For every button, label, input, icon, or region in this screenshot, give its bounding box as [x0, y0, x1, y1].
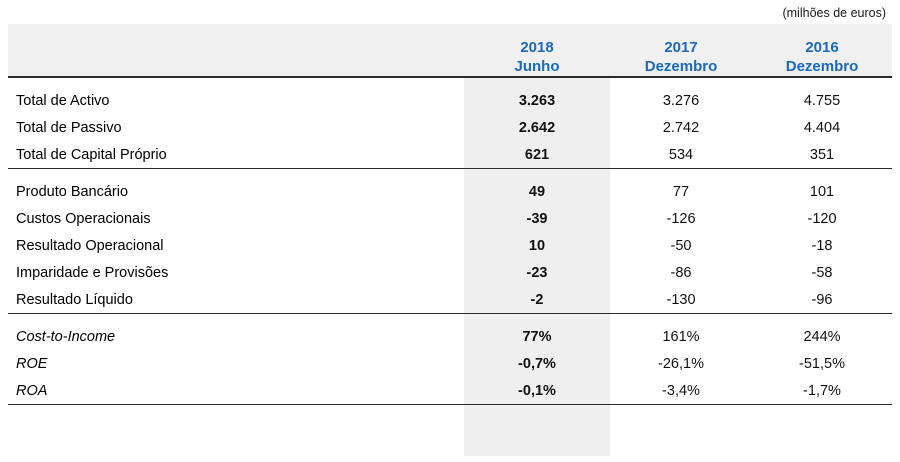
- header-col-1: [464, 24, 610, 77]
- row-label: Total de Activo: [16, 92, 110, 109]
- row-value-2016: 244%: [803, 328, 841, 345]
- rule-cell: [610, 405, 752, 412]
- rule-cell: [610, 77, 752, 87]
- row-value-2018: -23: [526, 264, 548, 281]
- table-row: [8, 205, 892, 232]
- row-value-2016: -58: [811, 264, 833, 281]
- rule-cell: [8, 77, 464, 87]
- rule-cell: [8, 169, 464, 179]
- row-value-2016: -96: [811, 291, 833, 308]
- row-value-2016: -18: [811, 237, 833, 254]
- header-col-3-year: 2016: [805, 39, 839, 56]
- table-row: [8, 377, 892, 405]
- row-value-2016: 4.404: [803, 119, 841, 136]
- row-label: Produto Bancário: [16, 183, 129, 200]
- row-label: ROA: [16, 382, 48, 399]
- row-value-2017: -50: [670, 237, 692, 254]
- rule-cell: [464, 77, 610, 87]
- header-col-2: [610, 24, 752, 77]
- table-row: [8, 323, 892, 350]
- table-row: [8, 178, 892, 205]
- row-value-2017: 161%: [662, 328, 700, 345]
- row-label: Total de Capital Próprio: [16, 146, 167, 163]
- row-value-2016: 351: [809, 146, 835, 163]
- rule-cell: [752, 77, 892, 87]
- row-value-2018: 3.263: [518, 92, 556, 109]
- table-header: [8, 24, 892, 77]
- header-col-1-year: 2018: [520, 39, 554, 56]
- row-label: Resultado Operacional: [16, 237, 164, 254]
- row-label: Custos Operacionais: [16, 210, 151, 227]
- table-body: [8, 77, 892, 411]
- row-value-2018: 10: [528, 237, 546, 254]
- units-note: (milhões de euros): [782, 6, 886, 20]
- header-col-3: [752, 24, 892, 77]
- table-row: [8, 114, 892, 141]
- row-value-2018: -39: [526, 210, 548, 227]
- row-label: ROE: [16, 355, 48, 372]
- row-value-2018: 2.642: [518, 119, 556, 136]
- rule-cell: [464, 169, 610, 179]
- rule-cell: [610, 169, 752, 179]
- row-label: Total de Passivo: [16, 119, 122, 136]
- row-value-2016: 101: [809, 183, 835, 200]
- table-row: [8, 232, 892, 259]
- rule-cell: [464, 314, 610, 324]
- rule-cell: [752, 314, 892, 324]
- row-value-2018: -0,7%: [518, 355, 556, 372]
- header-col-1-month: Junho: [514, 58, 560, 75]
- row-value-2017: 3.276: [662, 92, 700, 109]
- row-value-2018: 77%: [522, 328, 552, 345]
- rule-cell: [752, 169, 892, 179]
- header-blank-cell: [8, 24, 464, 77]
- row-value-2016: -51,5%: [799, 355, 845, 372]
- table-bottom-rule: [8, 405, 892, 412]
- section-divider: [8, 169, 892, 179]
- section-rule-top: [8, 77, 892, 87]
- row-value-2018: 621: [524, 146, 550, 163]
- header-col-2-year: 2017: [664, 39, 698, 56]
- row-value-2017: -130: [666, 291, 696, 308]
- row-label: Cost-to-Income: [16, 328, 116, 345]
- rule-cell: [8, 405, 464, 412]
- row-value-2016: -1,7%: [803, 382, 841, 399]
- financials-table: [8, 24, 892, 411]
- row-value-2016: 4.755: [803, 92, 841, 109]
- table-row: [8, 87, 892, 114]
- rule-cell: [610, 314, 752, 324]
- header-col-2-month: Dezembro: [644, 58, 718, 75]
- row-value-2017: 534: [668, 146, 694, 163]
- rule-cell: [464, 405, 610, 412]
- row-value-2017: -86: [670, 264, 692, 281]
- row-value-2018: -0,1%: [518, 382, 556, 399]
- row-label: Imparidade e Provisões: [16, 264, 169, 281]
- table-row: [8, 350, 892, 377]
- rule-cell: [8, 314, 464, 324]
- row-value-2017: -3,4%: [662, 382, 700, 399]
- table-row: [8, 259, 892, 286]
- row-value-2016: -120: [807, 210, 837, 227]
- rule-cell: [752, 405, 892, 412]
- header-col-3-month: Dezembro: [785, 58, 859, 75]
- row-value-2018: -2: [530, 291, 544, 308]
- row-value-2018: 49: [528, 183, 546, 200]
- table-row: [8, 141, 892, 169]
- row-label: Resultado Líquido: [16, 291, 133, 308]
- row-value-2017: -26,1%: [658, 355, 704, 372]
- row-value-2017: -126: [666, 210, 696, 227]
- row-value-2017: 2.742: [662, 119, 700, 136]
- section-divider: [8, 314, 892, 324]
- table-row: [8, 286, 892, 314]
- row-value-2017: 77: [672, 183, 690, 200]
